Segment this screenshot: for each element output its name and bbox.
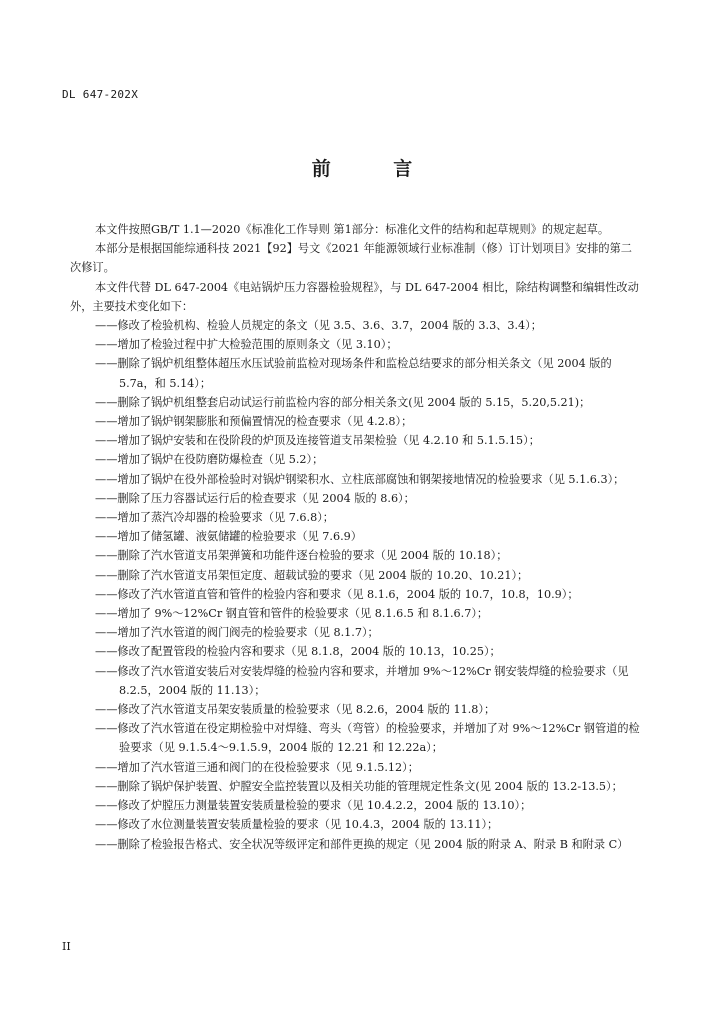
list-item: ——删除了锅炉机组整套启动试运行前监检内容的部分相关条文(见 2004 版的 5.15，5.20,5.21)；	[95, 395, 591, 409]
list-item: ——修改了汽水管道直管和管件的检验内容和要求（见 8.1.6，2004 版的 10.7，10.8，10.9）；	[95, 587, 579, 601]
page-title: 前 言	[311, 158, 441, 180]
list-item: ——删除了锅炉机组整体超压水压试验前监检对现场条件和监检总结要求的部分相关条文（见 2004 版的 5.7a，和 5.14）；	[95, 357, 612, 390]
list-item: ——修改了汽水管道在役定期检验中对焊缝、弯头（弯管）的检验要求，并增加了对 9%～12%Cr 钢管道的检验要求（见 9.1.5.4～9.1.5.9，2004 版的 12.21 和 12.22a）；	[95, 722, 640, 755]
list-item: ——增加了汽水管道三通和阀门的在役检验要求（见 9.1.5.12）；	[95, 760, 419, 774]
page-number: II	[62, 940, 71, 953]
change-list	[95, 316, 640, 854]
list-item: ——修改了汽水管道安装后对安装焊缝的检验内容和要求，并增加 9%～12%Cr 钢安装焊缝的检验要求（见 8.2.5，2004 版的 11.13）；	[95, 664, 629, 697]
paragraph: 本文件代替 DL 647-2004《电站锅炉压力容器检验规程》，与 DL 647-2004 相比，除结构调整和编辑性改动外，主要技术变化如下：	[70, 280, 639, 313]
list-item: ——增加了锅炉钢架膨胀和预偏置情况的检查要求（见 4.2.8）；	[95, 415, 413, 429]
list-item: ——修改了检验机构、检验人员规定的条文（见 3.5、3.6、3.7，2004 版的 3.3、3.4）；	[95, 319, 542, 333]
list-item: ——修改了配置管段的检验内容和要求（见 8.1.8，2004 版的 10.13，10.25）；	[95, 645, 501, 659]
doc-code: DL 647-202X	[62, 88, 139, 101]
document-body	[70, 220, 640, 854]
list-item: ——修改了炉膛压力测量装置安装质量检验的要求（见 10.4.2.2，2004 版的 13.10）；	[95, 799, 532, 813]
paragraph: 本文件按照GB/T 1.1—2020《标准化工作导则 第1部分：标准化文件的结构和起草规则》的规定起草。	[95, 223, 610, 236]
paragraph: 本部分是根据国能综通科技 2021【92】号文《2021 年能源领域行业标准制（修）订计划项目》安排的第二次修订。	[70, 242, 632, 275]
list-item: ——删除了汽水管道支吊架恒定度、超载试验的要求（见 2004 版的 10.20、10.21）；	[95, 568, 529, 582]
list-item: ——删除了汽水管道支吊架弹簧和功能件逐台检验的要求（见 2004 版的 10.18）；	[95, 549, 508, 563]
list-item: ——增加了 9%～12%Cr 钢直管和管件的检验要求（见 8.1.6.5 和 8.1.6.7）；	[95, 607, 489, 621]
list-item: ——增加了蒸汽冷却器的检验要求（见 7.6.8）；	[95, 511, 334, 525]
list-item: ——增加了锅炉在役防磨防爆检查（见 5.2）；	[95, 453, 324, 467]
list-item: ——增加了储氢罐、液氨储罐的检验要求（见 7.6.9）	[95, 530, 362, 544]
list-item: ——增加了检验过程中扩大检验范围的原则条文（见 3.10）；	[95, 338, 398, 352]
list-item: ——删除了压力容器试运行后的检查要求（见 2004 版的 8.6）；	[95, 491, 415, 505]
list-item: ——增加了汽水管道的阀门阀壳的检验要求（见 8.1.7）；	[95, 626, 379, 640]
list-item: ——删除了检验报告格式、安全状况等级评定和部件更换的规定（见 2004 版的附录 A、附录 B 和附录 C）	[95, 837, 629, 851]
list-item: ——增加了锅炉在役外部检验时对锅炉钢梁积水、立柱底部腐蚀和钢架接地情况的检验要求（见 5.1.6.3）；	[95, 472, 625, 486]
list-item: ——修改了水位测量装置安装质量检验的要求（见 10.4.3，2004 版的 13.11）；	[95, 818, 499, 832]
list-item: ——增加了锅炉安装和在役阶段的炉顶及连接管道支吊架检验（见 4.2.10 和 5.1.5.15）；	[95, 434, 540, 448]
list-item: ——修改了汽水管道支吊架安装质量的检验要求（见 8.2.6，2004 版的 11.8）；	[95, 703, 496, 717]
list-item: ——删除了锅炉保护装置、炉膛安全监控装置以及相关功能的管理规定性条文(见 2004 版的 13.2-13.5）；	[95, 779, 623, 793]
